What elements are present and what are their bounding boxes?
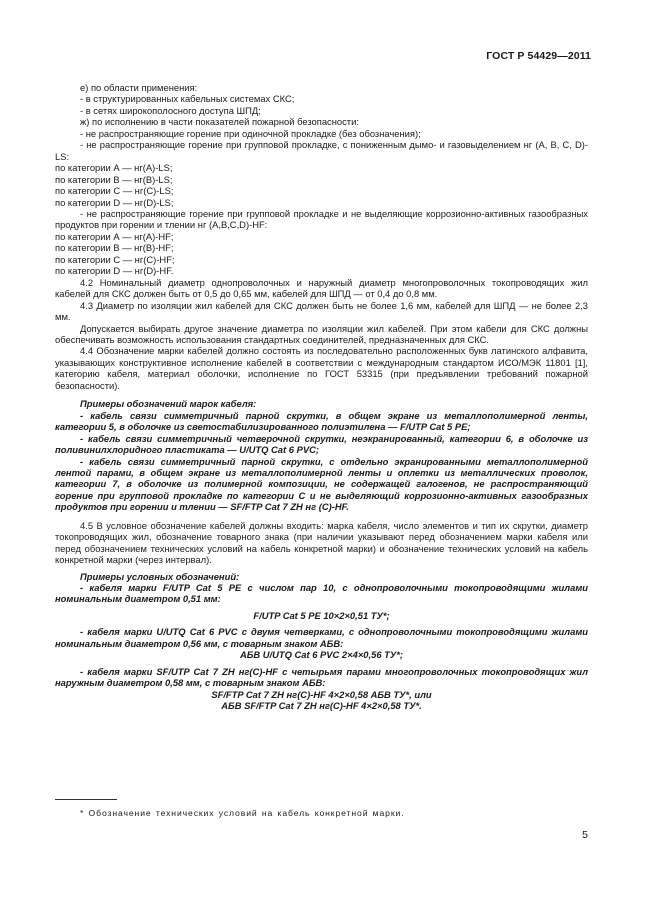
text-line: по категории D — нг(D)-LS; [55, 196, 174, 208]
example-item: - кабеля марки U/UTQ Cat 6 PVC с двумя четверками, с однопроволочными токопроводящими жилами номинальным диаметром 0,56 мм, с товарным знаком АБВ: [55, 626, 588, 649]
text-line: по категории А — нг(А)-HF; [55, 230, 174, 242]
paragraph-4-2: 4.2 Номинальный диаметр однопроволочных и наружный диаметр многопроволочных токопроводящих жил кабелей для СКС должен быть от 0,5 до 0,65 мм, кабелей для ШПД — от 0,4 до 0,8 мм. [55, 276, 588, 300]
text-line: - в сетях широкополосного доступа ШПД; [80, 104, 261, 116]
page-number: 5 [582, 829, 588, 841]
paragraph: Допускается выбирать другое значение диаметра по изоляции жил кабелей. При этом кабели для СКС должны обеспечивать возможность использования стандартных соединителей, предназначенных для СКС. [55, 322, 588, 345]
designation-code: SF/FTP Cat 7 ZH нг(С)-HF 4×2×0,58 АБВ ТУ*, или [211, 688, 432, 700]
example-item: - кабеля марки SF/UTP Cat 7 ZH нг(С)-HF с четырьмя парами многопроволочных токопроводящих жил наружным диаметром 0,58 мм, с товарным знаком АБВ: [55, 665, 588, 689]
examples-title: Примеры обозначений марок кабеля: [80, 398, 257, 410]
page-body [55, 82, 588, 712]
examples-title: Примеры условных обозначений: [80, 570, 240, 582]
text-line: - не распространяющие горение при одиночной прокладке (без обозначения); [80, 127, 421, 139]
text-line: - в структурированных кабельных системах СКС; [80, 93, 295, 105]
text-line: по категории С — нг(С)-LS; [55, 185, 174, 197]
text-line: по категории В — нг(В)-HF; [55, 242, 174, 254]
document-header: ГОСТ Р 54429—2011 [486, 50, 591, 62]
paragraph-4-4: 4.4 Обозначение марки кабелей должно состоять из последовательно расположенных букв латинского алфавита, указывающих конструктивное исполнение кабелей в соответствии с международным стандартом ИСО/МЭК 11801 [1], категорию кабеля, материал оболочки, исполнение по ГОСТ 53315 (при предъявлении требований пожарной безопасности). [55, 345, 588, 391]
text-line: по категории D — нг(D)-HF. [55, 265, 174, 277]
paragraph: - не распространяющие горение при групповой прокладке, с пониженным дымо- и газовыделением нг (А, В, С, D)-LS: [55, 139, 588, 162]
designation-code: АБВ U/UTQ Cat 6 PVC 2×4×0,56 ТУ*; [239, 649, 404, 661]
text-line: по категории В — нг(В)-LS; [55, 173, 173, 185]
example-item: - кабеля марки F/UTP Cat 5 PE с числом пар 10, с однопроволочными токопроводящими жилами номинальным диаметром 0,51 мм: [55, 582, 588, 605]
text-line: по категории С — нг(С)-HF; [55, 253, 175, 265]
text-line: е) по области применения: [80, 82, 198, 93]
example-item: - кабель связи симметричный парной скрутки, с отдельно экранированными металлополимерной лентой парами, в общем экране из металлополимерной ленты и оплетки из металлических проволок, категории 7, в оболочке из полимерной композиции, не содержащей галогенов, не распространяющий горение при групповой прокладке по категории С и не выделяющий коррозионно-активных газообразных продуктов при горении и тлении — SF/FTP Cat 7 ZH нг (С)-HF. [55, 455, 588, 513]
paragraph-4-3: 4.3 Диаметр по изоляции жил кабелей для СКС должен быть не более 1,6 мм, кабелей для ШПД — не более 2,3 мм. [55, 299, 588, 323]
designation-code: АБВ SF/FTP Cat 7 ZH нг(С)-HF 4×2×0,58 ТУ*. [221, 700, 422, 712]
text-line: ж) по исполнению в части показателей пожарной безопасности: [80, 116, 359, 128]
footnote: * Обозначение технических условий на кабель конкретной марки. [80, 808, 405, 818]
footnote-separator [55, 799, 117, 800]
paragraph-4-5: 4.5 В условное обозначение кабелей должны входить: марка кабеля, число элементов и тип их скрутки, диаметр токопроводящих жил, обозначение товарного знака (при наличии указывают перед обозначением марки кабеля или перед обозначением технических условий на кабель конкретной марки) и обозначение технических условий на кабель конкретной марки (через интервал). [55, 519, 588, 566]
paragraph: - не распространяющие горение при групповой прокладке и не выделяющие коррозионно-активных газообразных продуктов при горении и тлении нг (А,В,С,D)-HF: [55, 207, 588, 231]
designation-code: F/UTP Cat 5 PE 10×2×0,51 ТУ*; [253, 609, 390, 621]
example-item: - кабель связи симметричный четверочной скрутки, неэкранированный, категории 6, в оболочке из поливинилхлоридного пластиката — U/UTQ Cat 6 PVC; [55, 432, 588, 456]
text-line: по категории А — нг(А)-LS; [55, 162, 173, 174]
example-item: - кабель связи симметричный парной скрутки, в общем экране из металлополимерной ленты, категории 5, в оболочке из светостабилизированного полиэтилена — F/UTP Cat 5 PE; [55, 409, 588, 433]
